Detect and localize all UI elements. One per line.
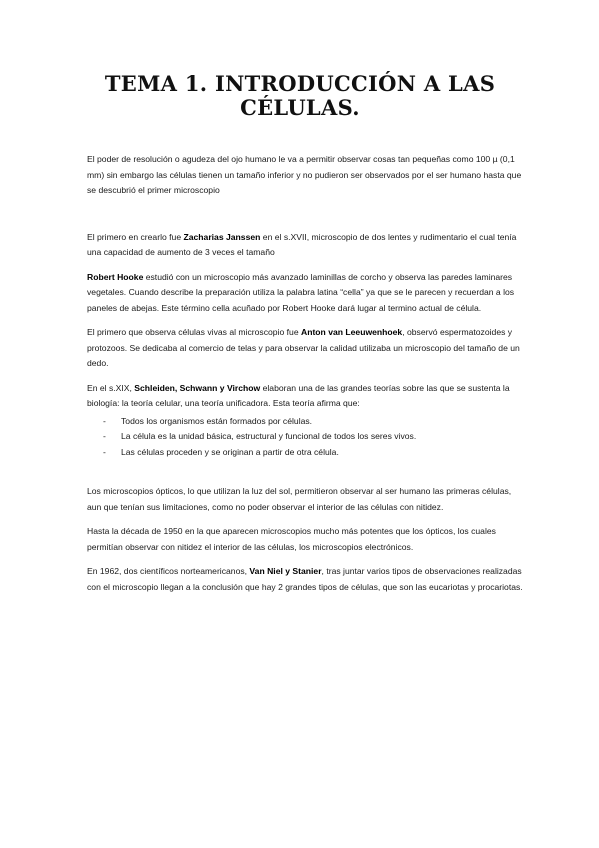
paragraph-leeuwenhoek [87,325,523,372]
dash-bullet: - [103,415,106,426]
cell-theory-list [87,414,523,461]
paragraph-hooke [87,270,523,317]
paragraph-janssen-text-b: en el s.XVII, microscopio de dos lentes y rudimentario el cual tenía una capacidad de aumento de 3 veces el tamaño [87,231,517,257]
name-van-niel-stanier: Van Niel y Stanier [249,566,322,576]
paragraph-resolution: El poder de resolución o agudeza del ojo humano le va a permitir observar cosas tan pequeñas como 100 µ (0,1 mm) sin embargo las células tienen un tamaño inferior y no pudieron ser observados por el ser humano hasta que se descubrió el primer microscopio [87,154,522,195]
list-item-text: La célula es la unidad básica, estructural y funcional de todos los seres vivos. [121,431,417,441]
paragraph-leeuwenhoek-text-a: El primero que observa células vivas al microscopio fue [87,327,301,337]
paragraph-electron-microscopes: Hasta la década de 1950 en la que aparecen microscopios mucho más potentes que los ópticos, los cuales permitían observar con nitidez el interior de las células, los microscopios electrónicos. [87,526,496,552]
document-body [87,152,523,595]
name-hooke: Robert Hooke [87,271,144,282]
paragraph-hooke-text: estudió con un microscopio más avanzado laminillas de corcho y observa las paredes laminares vegetales. Cuando describe la preparación utiliza la palabra latina “cella” ya que se le parecen y recuerdan a los paneles de abejas. Este término cella acuñado por Robert Hooke dará lugar al termino actual de célula. [87,271,515,313]
paragraph-janssen-text-a: El primero en crearlo fue [87,231,184,242]
paragraph-van-niel-text-a: En 1962, dos científicos norteamericanos, [87,566,250,576]
page-title [60,72,540,120]
paragraph-van-niel-stanier [87,564,523,595]
paragraph-janssen [87,230,523,261]
paragraph-cell-theory [87,381,523,412]
paragraph-leeuwenhoek-text-b: , observó espermatozoides y protozoos. Se dedicaba al comercio de telas y para observar la calidad utilizaba un microscopio del tamaño de un dedo. [87,327,520,368]
dash-bullet: - [103,431,106,441]
title-line-1: TEMA 1. INTRODUCCIÓN A LAS [104,71,496,96]
list-item [87,445,523,461]
paragraph-cell-theory-text-a: En el s.XIX, [87,382,135,393]
name-schleiden-schwann-virchow: Schleiden, Schwann y Virchow [134,382,261,393]
paragraph-cell-theory-text-b: elaboran una de las grandes teorías sobre las que se sustenta la biología: la teoría celular, una teoría unificadora. Esta teoría afirma que: [87,382,510,408]
list-item [87,414,523,430]
name-leeuwenhoek: Anton van Leeuwenhoek [300,327,403,337]
dash-bullet: - [103,446,106,457]
list-item-text: Todos los organismos están formados por células. [121,415,313,426]
title-line-2: CÉLULAS. [240,95,360,120]
list-item-text: Las células proceden y se originan a partir de otra célula. [121,446,339,457]
paragraph-van-niel-text-b: , tras juntar varios tipos de observaciones realizadas con el microscopio llegan a la conclusión que hay 2 grandes tipos de células, que son las eucariotas y procariotas. [87,566,523,592]
paragraph-optical-microscopes: Los microscopios ópticos, lo que utilizan la luz del sol, permitieron observar al ser humano las primeras células, aun que tenían sus limitaciones, como no poder observar el interior de las células con nitidez. [87,486,512,512]
list-item [87,429,523,445]
name-janssen: Zacharias Janssen [183,231,261,242]
